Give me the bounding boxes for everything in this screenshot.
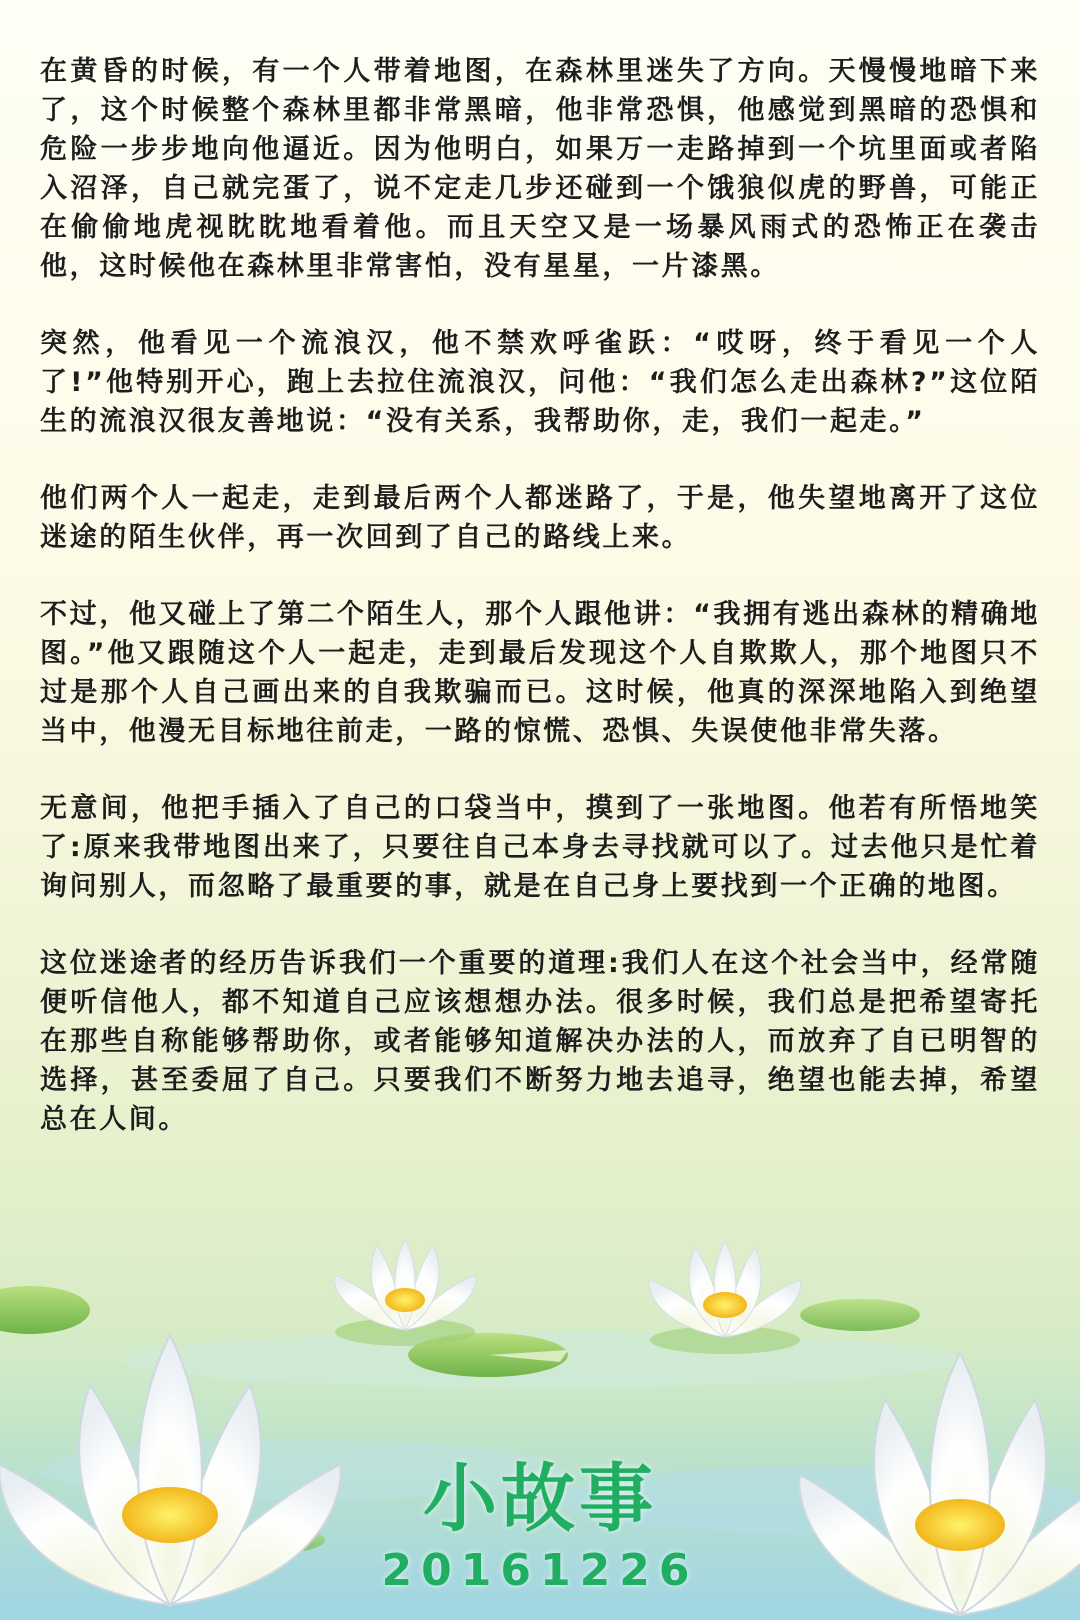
- water-lily-icon: [334, 1240, 476, 1346]
- brand-date: 20161226: [381, 1545, 699, 1596]
- brand-title: 小故事: [423, 1456, 657, 1542]
- story-paragraph-1: 在黄昏的时候，有一个人带着地图，在森林里迷失了方向。天慢慢地暗下来了，这个时候整个森林里都非常黑暗，他非常恐惧，他感觉到黑暗的恐惧和危险一步步地向他逼近。因为他明白，如果万一走路掉到一个坑里面或者陷入沼泽，自己就完蛋了，说不定走几步还碰到一个饿狼似虎的野兽，可能正在偷偷地虎视眈眈地看着他。而且天空又是一场暴风雨式的恐怖正在袭击他，这时候他在森林里非常害怕，没有星星，一片漆黑。: [40, 56, 1040, 282]
- story-paragraph-2: 突然，他看见一个流浪汉，他不禁欢呼雀跃：“哎呀，终于看见一个人了!”他特别开心，跑上去拉住流浪汉，问他：“我们怎么走出森林?”这位陌生的流浪汉很友善地说：“没有关系，我帮助你，走，我们一起走。”: [40, 328, 1040, 437]
- story-paragraph-5: 无意间，他把手插入了自己的口袋当中，摸到了一张地图。他若有所悟地笑了:原来我带地图出来了，只要往自己本身去寻找就可以了。过去他只是忙着询问别人，而忽略了最重要的事，就是在自己身上要找到一个正确的地图。: [40, 793, 1040, 902]
- story-paragraph-3: 他们两个人一起走，走到最后两个人都迷路了，于是，他失望地离开了这位迷途的陌生伙伴，再一次回到了自己的路线上来。: [40, 483, 1040, 553]
- story-paragraph-4: 不过，他又碰上了第二个陌生人，那个人跟他讲：“我拥有逃出森林的精确地图。”他又跟随这个人一起走，走到最后发现这个人自欺欺人，那个地图只不过是那个人自己画出来的自我欺骗而已。这时候，他真的深深地陷入到绝望当中，他漫无目标地往前走，一路的惊慌、恐惧、失误使他非常失落。: [40, 599, 1040, 747]
- story-text: [40, 52, 1040, 1177]
- water-lily-icon: [649, 1241, 801, 1354]
- lily-pad-icon: [800, 1299, 920, 1331]
- story-paragraph-6: 这位迷途者的经历告诉我们一个重要的道理:我们人在这个社会当中，经常随便听信他人，都不知道自己应该想想办法。很多时候，我们总是把希望寄托在那些自称能够帮助你，或者能够知道解决办法的人，而放弃了自已明智的选择，甚至委屈了自己。只要我们不断努力地去追寻，绝望也能去掉，希望总在人间。: [40, 948, 1040, 1135]
